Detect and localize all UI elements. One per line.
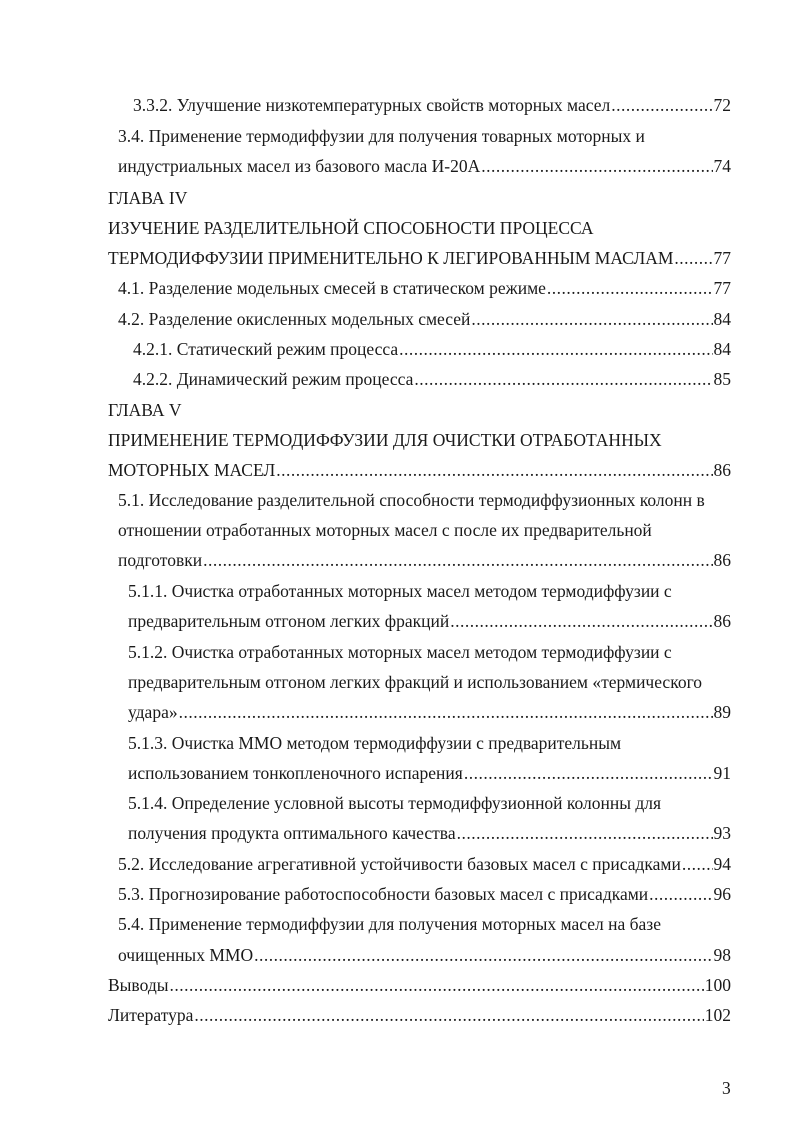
toc-entry-5-1-1-line1: 5.1.1. Очистка отработанных моторных масел методом термодиффузии с <box>128 581 672 601</box>
toc-page-number: 84 <box>713 309 731 329</box>
dot-leader <box>674 246 712 270</box>
chapter-4-title-line1: ИЗУЧЕНИЕ РАЗДЕЛИТЕЛЬНОЙ СПОСОБНОСТИ ПРОЦЕССА <box>108 218 594 238</box>
toc-page-number: 77 <box>713 248 731 268</box>
dot-leader <box>457 821 713 845</box>
toc-entry-5-1-2-line3: удара» ..... 89 <box>128 700 731 724</box>
toc-page-number: 86 <box>713 550 731 570</box>
toc-page-number: 100 <box>704 975 731 995</box>
dot-leader <box>194 1003 703 1027</box>
dot-leader <box>471 307 712 331</box>
toc-entry-5-1-4-line2: получения продукта оптимального качества ..... 93 <box>128 821 731 845</box>
chapter-5-title-line2: МОТОРНЫХ МАСЕЛ ..... 86 <box>108 458 731 482</box>
toc-entry-5-4-line2: очищенных ММО ..... 98 <box>118 943 731 967</box>
toc-page-number: 98 <box>713 945 731 965</box>
toc-entry-3-4-line1: 3.4. Применение термодиффузии для получения товарных моторных и <box>118 126 645 146</box>
chapter-5-label: ГЛАВА V <box>108 400 182 420</box>
toc-entry-5-1-line2: отношении отработанных моторных масел с после их предварительной <box>118 520 652 540</box>
toc-page-number: 91 <box>713 763 731 783</box>
dot-leader <box>399 337 712 361</box>
toc-page-number: 89 <box>713 702 731 722</box>
toc-entry-5-3: 5.3. Прогнозирование работоспособности базовых масел с присадками ..... 96 <box>118 882 731 906</box>
dot-leader <box>682 852 713 876</box>
dot-leader <box>169 973 703 997</box>
toc-entry-4-2-1: 4.2.1. Статический режим процесса ..... 84 <box>133 337 731 361</box>
toc-entry-conclusions: Выводы ..... 100 <box>108 973 731 997</box>
toc-entry-3-4-line2: индустриальных масел из базового масла И-20А ..... 74 <box>118 154 731 178</box>
chapter-5-title-line1: ПРИМЕНЕНИЕ ТЕРМОДИФФУЗИИ ДЛЯ ОЧИСТКИ ОТРАБОТАННЫХ <box>108 430 662 450</box>
toc-page-number: 96 <box>713 884 731 904</box>
dot-leader <box>203 548 712 572</box>
toc-entry-5-1-line3: подготовки ..... 86 <box>118 548 731 572</box>
toc-page-number: 86 <box>713 460 731 480</box>
toc-entry-5-4-line1: 5.4. Применение термодиффузии для получения моторных масел на базе <box>118 914 661 934</box>
toc-page-number: 77 <box>713 278 731 298</box>
dot-leader <box>414 367 712 391</box>
dot-leader <box>450 609 712 633</box>
toc-entry-5-1-4-line1: 5.1.4. Определение условной высоты термодиффузионной колонны для <box>128 793 662 813</box>
dot-leader <box>649 882 712 906</box>
toc-entry-4-2-2: 4.2.2. Динамический режим процесса ..... 85 <box>133 367 731 391</box>
toc-page-number: 84 <box>713 339 731 359</box>
chapter-4-title-line2: ТЕРМОДИФФУЗИИ ПРИМЕНИТЕЛЬНО К ЛЕГИРОВАННЫМ МАСЛАМ ..... 77 <box>108 246 731 270</box>
toc-page-number: 93 <box>713 823 731 843</box>
toc-page-number: 72 <box>713 95 731 115</box>
toc-entry-4-1: 4.1. Разделение модельных смесей в статическом режиме ..... 77 <box>118 276 731 300</box>
toc-entry-literature: Литература ..... 102 <box>108 1003 731 1027</box>
dot-leader <box>481 154 712 178</box>
toc-entry-5-1-3-line2: использованием тонкопленочного испарения ..... 91 <box>128 761 731 785</box>
toc-entry-5-1-line1: 5.1. Исследование разделительной способности термодиффузионных колонн в <box>118 490 705 510</box>
toc-page-number: 86 <box>713 611 731 631</box>
dot-leader <box>276 458 712 482</box>
toc-page-number: 85 <box>713 369 731 389</box>
page-number: 3 <box>722 1078 731 1098</box>
toc-page-number: 94 <box>713 854 731 874</box>
toc-entry-3-3-2: 3.3.2. Улучшение низкотемпературных свойств моторных масел ..... 72 <box>133 93 731 117</box>
toc-page-number: 102 <box>704 1005 731 1025</box>
toc-entry-4-2: 4.2. Разделение окисленных модельных смесей ..... 84 <box>118 307 731 331</box>
dot-leader <box>547 276 713 300</box>
toc-entry-5-2: 5.2. Исследование агрегативной устойчивости базовых масел с присадками ..... 94 <box>118 852 731 876</box>
dot-leader <box>464 761 713 785</box>
toc-entry-5-1-1-line2: предварительным отгоном легких фракций ..... 86 <box>128 609 731 633</box>
toc-page-number: 74 <box>713 156 731 176</box>
toc-entry-5-1-2-line2: предварительным отгоном легких фракций и использованием «термического <box>128 672 703 692</box>
chapter-4-label: ГЛАВА IV <box>108 188 188 208</box>
dot-leader <box>611 93 712 117</box>
dot-leader <box>179 700 713 724</box>
dot-leader <box>254 943 712 967</box>
toc-entry-5-1-3-line1: 5.1.3. Очистка ММО методом термодиффузии с предварительным <box>128 733 622 753</box>
toc-entry-5-1-2-line1: 5.1.2. Очистка отработанных моторных масел методом термодиффузии с <box>128 642 672 662</box>
